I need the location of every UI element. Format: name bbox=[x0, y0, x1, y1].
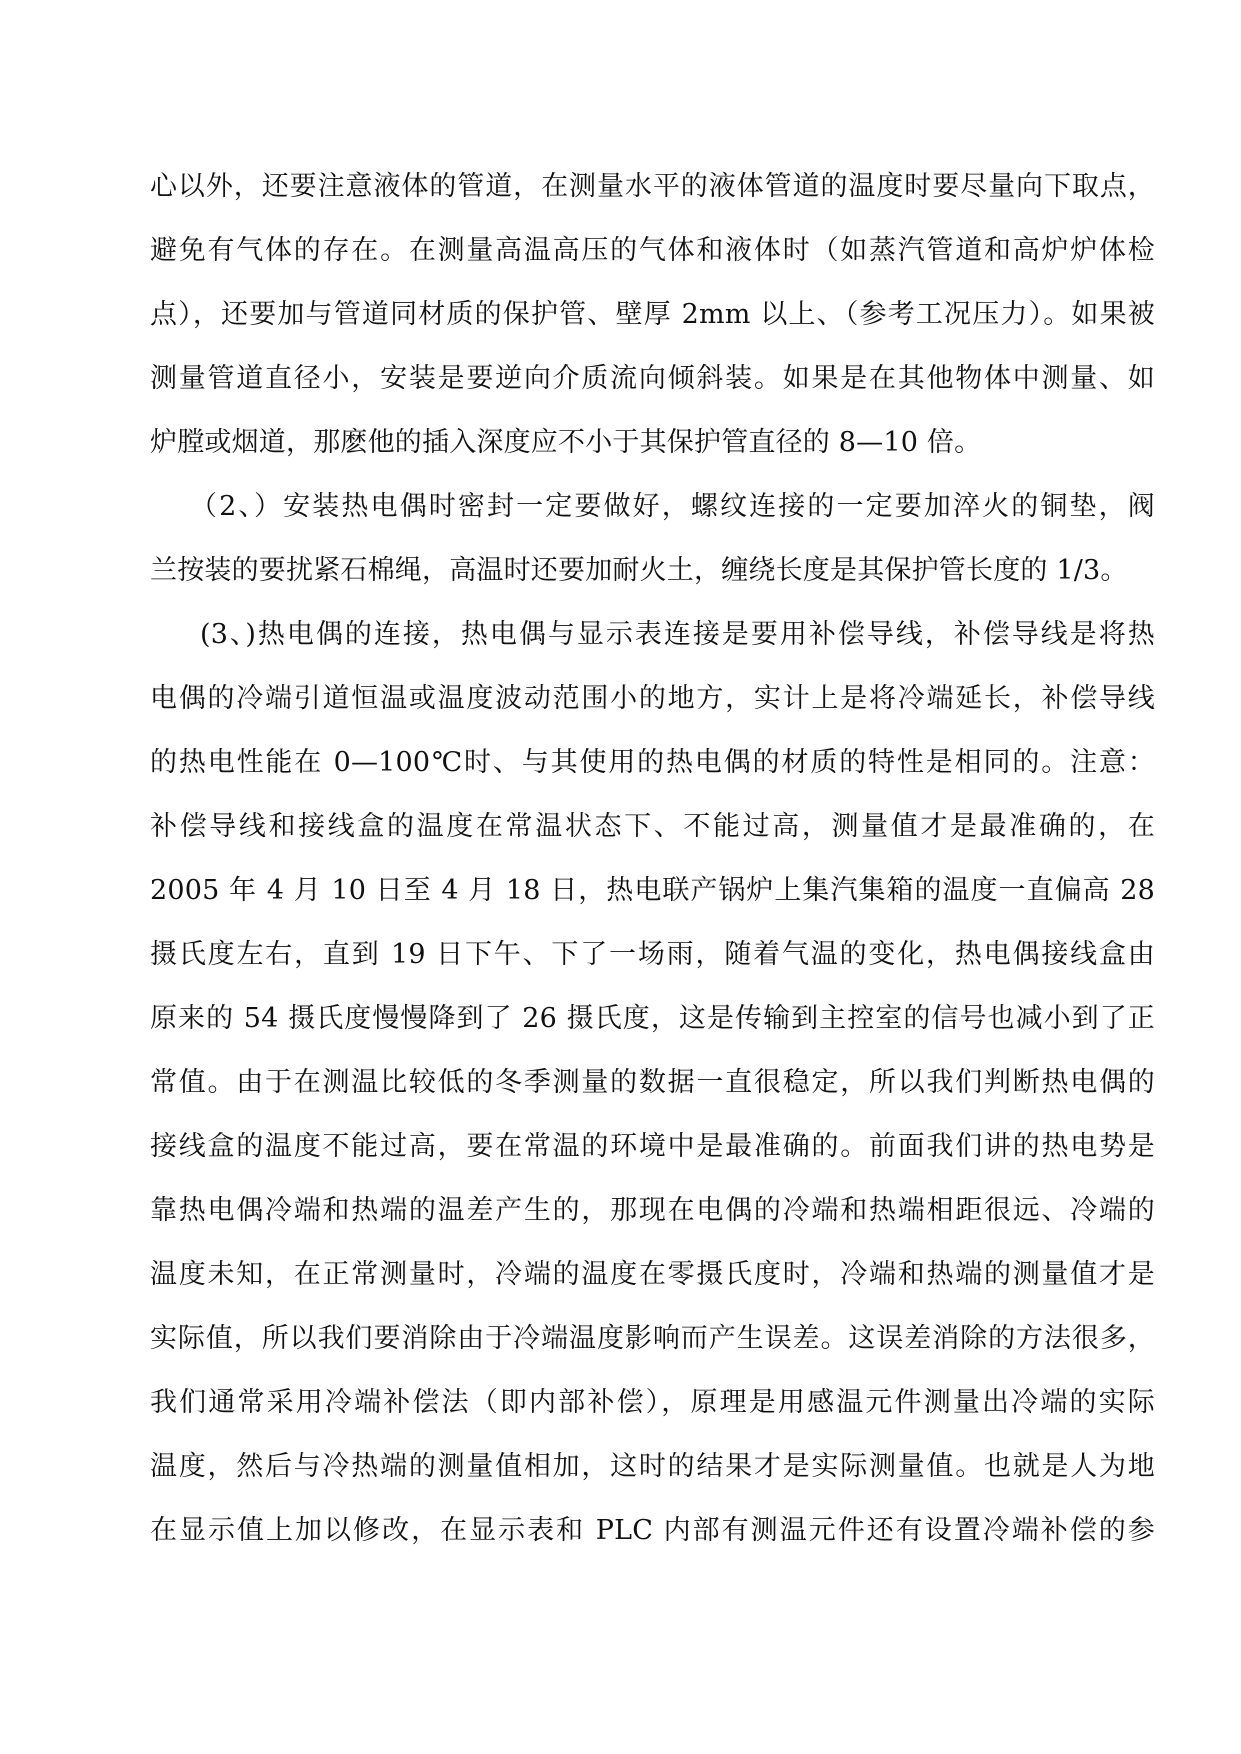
text-line: 兰按装的要扰紧石棉绳，高温时还要加耐火土，缠绕长度是其保护管长度的 1/3。 bbox=[150, 555, 1128, 586]
text-line: 的热电性能在 0—100℃时、与其使用的热电偶的材质的特性是相同的。注意： bbox=[150, 747, 1155, 778]
text-line: 避免有气体的存在。在测量高温高压的气体和液体时（如蒸汽管道和高炉炉体检 bbox=[150, 235, 1155, 266]
text-line: 测量管道直径小，安装是要逆向介质流向倾斜装。如果是在其他物体中测量、如 bbox=[150, 363, 1155, 394]
text-line: 点），还要加与管道同材质的保护管、壁厚 2mm 以上、（参考工况压力）。如果被 bbox=[150, 299, 1155, 330]
text-line: 接线盒的温度不能过高，要在常温的环境中是最准确的。前面我们讲的热电势是 bbox=[150, 1131, 1155, 1162]
text-line: 在显示值上加以修改，在显示表和 PLC 内部有测温元件还有设置冷端补偿的参 bbox=[150, 1515, 1155, 1546]
text-line: 原来的 54 摄氏度慢慢降到了 26 摄氏度，这是传输到主控室的信号也减小到了正 bbox=[150, 1003, 1155, 1034]
text-line: 补偿导线和接线盒的温度在常温状态下、不能过高，测量值才是最准确的，在 bbox=[150, 811, 1155, 842]
text-line: 常值。由于在测温比较低的冬季测量的数据一直很稳定，所以我们判断热电偶的 bbox=[150, 1067, 1155, 1098]
text-line: 我们通常采用冷端补偿法（即内部补偿），原理是用感温元件测量出冷端的实际 bbox=[150, 1387, 1155, 1418]
text-line: 电偶的冷端引道恒温或温度波动范围小的地方，实计上是将冷端延长，补偿导线 bbox=[150, 683, 1155, 714]
text-line: 摄氏度左右，直到 19 日下午、下了一场雨，随着气温的变化，热电偶接线盒由 bbox=[150, 939, 1155, 970]
body-text bbox=[150, 155, 1155, 1563]
text-line: 2005 年 4 月 10 日至 4 月 18 日，热电联产锅炉上集汽集箱的温度一直偏高 28 bbox=[150, 875, 1155, 906]
text-line: （2、）安装热电偶时密封一定要做好，螺纹连接的一定要加淬火的铜垫，阀 bbox=[190, 491, 1155, 522]
text-line: (3、)热电偶的连接，热电偶与显示表连接是要用补偿导线，补偿导线是将热 bbox=[200, 619, 1155, 650]
text-line: 心以外，还要注意液体的管道，在测量水平的液体管道的温度时要尽量向下取点， bbox=[150, 171, 1155, 202]
text-line: 温度，然后与冷热端的测量值相加，这时的结果才是实际测量值。也就是人为地 bbox=[150, 1451, 1155, 1482]
text-line: 实际值，所以我们要消除由于冷端温度影响而产生误差。这误差消除的方法很多， bbox=[150, 1323, 1155, 1354]
text-line: 靠热电偶冷端和热端的温差产生的，那现在电偶的冷端和热端相距很远、冷端的 bbox=[150, 1195, 1155, 1226]
text-line: 温度未知，在正常测量时，冷端的温度在零摄氏度时，冷端和热端的测量值才是 bbox=[150, 1259, 1155, 1290]
text-line: 炉膛或烟道，那麽他的插入深度应不小于其保护管直径的 8—10 倍。 bbox=[150, 427, 982, 458]
